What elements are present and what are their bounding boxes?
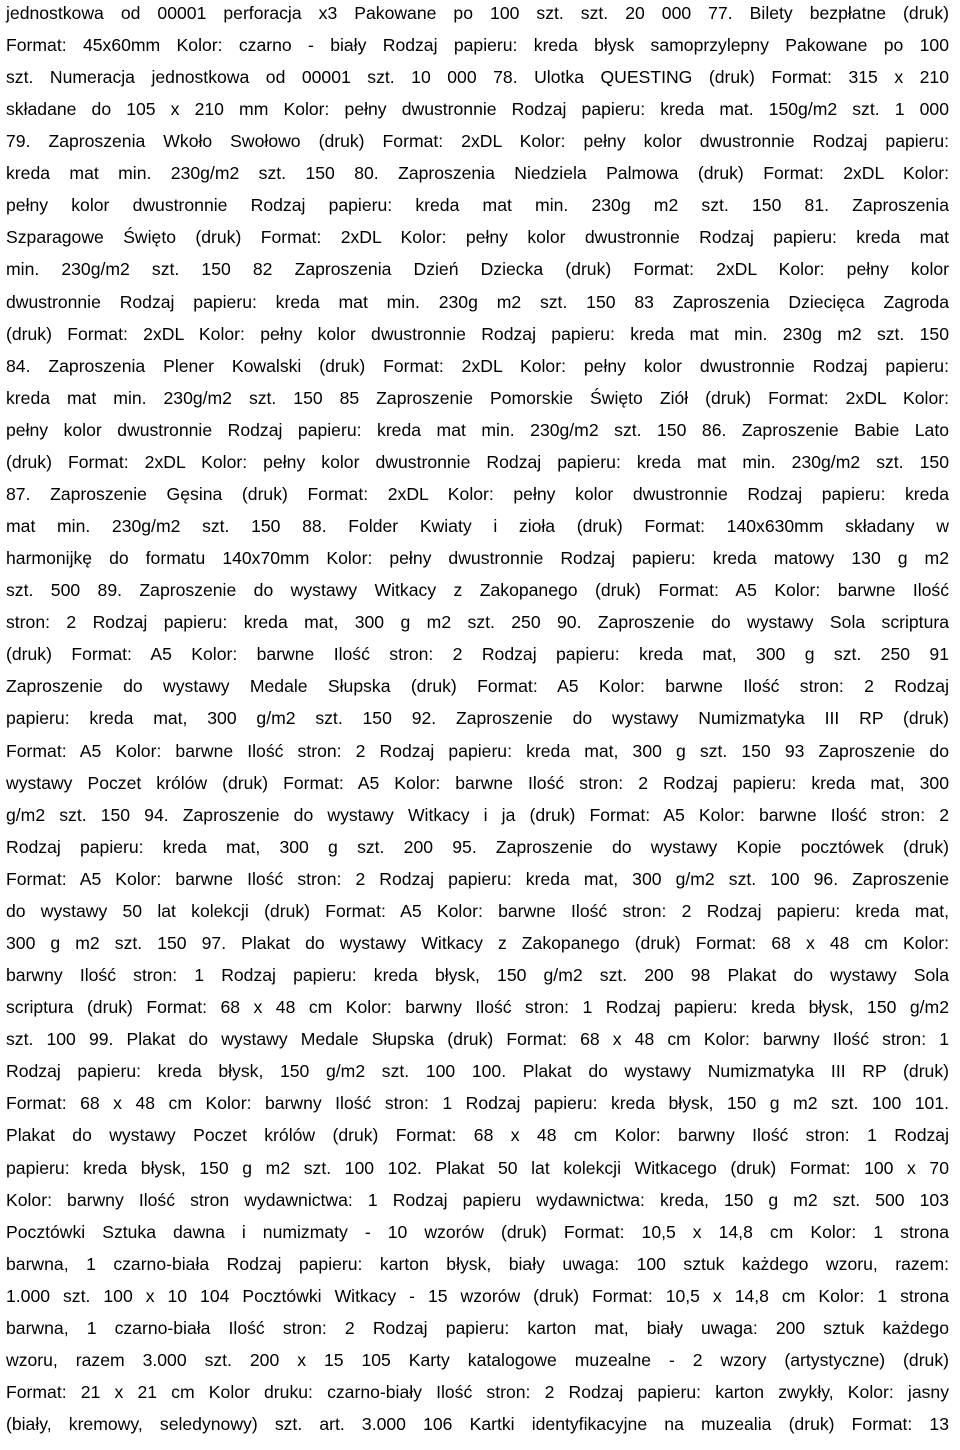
text-line: 1.000 szt. 100 x 10 104 Pocztówki Witkacy - 15 wzorów (druk) Format: 10,5 x 14,8 cm Kolor: 1 strona [6, 1286, 949, 1306]
text-line: Format: 45x60mm Kolor: czarno - biały Rodzaj papieru: kreda błysk samoprzylepny Pakowane po 100 [6, 35, 949, 55]
text-line: (biały, kremowy, seledynowy) szt. art. 3.000 106 Kartki identyfikacyjne na muzealia (druk) Format: 13 [6, 1414, 949, 1434]
text-line: Kolor: barwny Ilość stron wydawnictwa: 1 Rodzaj papieru wydawnictwa: kreda, 150 g m2 szt. 500 103 [6, 1190, 949, 1210]
text-line: barwna, 1 czarno-biała Ilość stron: 2 Rodzaj papieru: karton mat, biały uwaga: 200 sztuk każdego [6, 1318, 949, 1338]
text-line: (druk) Format: A5 Kolor: barwne Ilość stron: 2 Rodzaj papieru: kreda mat, 300 g szt. 250 91 [6, 644, 949, 664]
text-line: barwna, 1 czarno-biała Rodzaj papieru: karton błysk, biały uwaga: 100 sztuk każdego wzoru, razem: [6, 1254, 949, 1274]
text-line: pełny kolor dwustronnie Rodzaj papieru: kreda mat min. 230g m2 szt. 150 81. Zaproszenia [6, 195, 949, 215]
text-line: stron: 2 Rodzaj papieru: kreda mat, 300 g m2 szt. 250 90. Zaproszenie do wystawy Sola scriptura [6, 612, 949, 632]
text-line: harmonijkę do formatu 140x70mm Kolor: pełny dwustronnie Rodzaj papieru: kreda matowy 130 g m2 [6, 548, 949, 568]
text-line: scriptura (druk) Format: 68 x 48 cm Kolor: barwny Ilość stron: 1 Rodzaj papieru: kreda błysk, 150 g/m2 [6, 997, 949, 1017]
text-line: papieru: kreda mat, 300 g/m2 szt. 150 92. Zaproszenie do wystawy Numizmatyka III RP (druk) [6, 708, 949, 728]
text-line: jednostkowa od 00001 perforacja x3 Pakowane po 100 szt. szt. 20 000 77. Bilety bezpłatne (druk) [6, 3, 949, 23]
text-line: Plakat do wystawy Poczet królów (druk) Format: 68 x 48 cm Kolor: barwny Ilość stron: 1 Rodzaj [6, 1125, 949, 1145]
text-line: szt. 100 99. Plakat do wystawy Medale Słupska (druk) Format: 68 x 48 cm Kolor: barwny Ilość stron: 1 [6, 1029, 949, 1049]
text-line: Format: 68 x 48 cm Kolor: barwny Ilość stron: 1 Rodzaj papieru: kreda błysk, 150 g m2 szt. 100 101. [6, 1093, 949, 1113]
text-line: Rodzaj papieru: kreda błysk, 150 g/m2 szt. 100 100. Plakat do wystawy Numizmatyka III RP (druk) [6, 1061, 949, 1081]
text-line: Format: 21 x 21 cm Kolor druku: czarno-biały Ilość stron: 2 Rodzaj papieru: karton zwykły, Kolor: jasny [6, 1382, 949, 1402]
text-line: 87. Zaproszenie Gęsina (druk) Format: 2xDL Kolor: pełny kolor dwustronnie Rodzaj papieru: kreda [6, 484, 949, 504]
text-line: 79. Zaproszenia Wkoło Swołowo (druk) Format: 2xDL Kolor: pełny kolor dwustronnie Rodzaj papieru: [6, 131, 949, 151]
text-line: min. 230g/m2 szt. 150 82 Zaproszenia Dzień Dziecka (druk) Format: 2xDL Kolor: pełny kolor [6, 259, 949, 279]
text-line: składane do 105 x 210 mm Kolor: pełny dwustronnie Rodzaj papieru: kreda mat. 150g/m2 szt. 1 000 [6, 99, 949, 119]
text-line: 84. Zaproszenia Plener Kowalski (druk) Format: 2xDL Kolor: pełny kolor dwustronnie Rodzaj papieru: [6, 356, 949, 376]
text-line: Zaproszenie do wystawy Medale Słupska (druk) Format: A5 Kolor: barwne Ilość stron: 2 Rodzaj [6, 676, 949, 696]
text-line: mat min. 230g/m2 szt. 150 88. Folder Kwiaty i zioła (druk) Format: 140x630mm składany w [6, 516, 949, 536]
text-line: szt. 500 89. Zaproszenie do wystawy Witkacy z Zakopanego (druk) Format: A5 Kolor: barwne Ilość [6, 580, 949, 600]
text-line: Format: A5 Kolor: barwne Ilość stron: 2 Rodzaj papieru: kreda mat, 300 g szt. 150 93 Zaproszenie do [6, 741, 949, 761]
text-line: Szparagowe Święto (druk) Format: 2xDL Kolor: pełny kolor dwustronnie Rodzaj papieru: kreda mat [6, 227, 949, 247]
text-line: Pocztówki Sztuka dawna i numizmaty - 10 wzorów (druk) Format: 10,5 x 14,8 cm Kolor: 1 strona [6, 1222, 949, 1242]
text-line: do wystawy 50 lat kolekcji (druk) Format: A5 Kolor: barwne Ilość stron: 2 Rodzaj papieru: kreda mat, [6, 901, 949, 921]
text-line: pełny kolor dwustronnie Rodzaj papieru: kreda mat min. 230g/m2 szt. 150 86. Zaproszenie Babie Lato [6, 420, 949, 440]
text-line: (druk) Format: 2xDL Kolor: pełny kolor dwustronnie Rodzaj papieru: kreda mat min. 230g/m2 szt. 150 [6, 452, 949, 472]
text-line: (druk) Format: 2xDL Kolor: pełny kolor dwustronnie Rodzaj papieru: kreda mat min. 230g m2 szt. 150 [6, 324, 949, 344]
text-line: wzoru, razem 3.000 szt. 200 x 15 105 Karty katalogowe muzealne - 2 wzory (artystyczne) (druk) [6, 1350, 949, 1370]
text-line: 300 g m2 szt. 150 97. Plakat do wystawy Witkacy z Zakopanego (druk) Format: 68 x 48 cm Kolor: [6, 933, 949, 953]
text-line: Format: A5 Kolor: barwne Ilość stron: 2 Rodzaj papieru: kreda mat, 300 g/m2 szt. 100 96. Zaproszenie [6, 869, 949, 889]
text-line: wystawy Poczet królów (druk) Format: A5 Kolor: barwne Ilość stron: 2 Rodzaj papieru: kreda mat, 300 [6, 773, 949, 793]
text-line: papieru: kreda błysk, 150 g m2 szt. 100 102. Plakat 50 lat kolekcji Witkacego (druk) Format: 100 x 70 [6, 1158, 949, 1178]
text-line: kreda mat min. 230g/m2 szt. 150 85 Zaproszenie Pomorskie Święto Ziół (druk) Format: 2xDL Kolor: [6, 388, 949, 408]
text-line: barwny Ilość stron: 1 Rodzaj papieru: kreda błysk, 150 g/m2 szt. 200 98 Plakat do wystawy Sola [6, 965, 949, 985]
text-line: dwustronnie Rodzaj papieru: kreda mat min. 230g m2 szt. 150 83 Zaproszenia Dziecięca Zagroda [6, 292, 949, 312]
text-line: g/m2 szt. 150 94. Zaproszenie do wystawy Witkacy i ja (druk) Format: A5 Kolor: barwne Ilość stron: 2 [6, 805, 949, 825]
text-line: szt. Numeracja jednostkowa od 00001 szt. 10 000 78. Ulotka QUESTING (druk) Format: 315 x 210 [6, 67, 949, 87]
text-line: Rodzaj papieru: kreda mat, 300 g szt. 200 95. Zaproszenie do wystawy Kopie pocztówek (druk) [6, 837, 949, 857]
text-line: kreda mat min. 230g/m2 szt. 150 80. Zaproszenia Niedziela Palmowa (druk) Format: 2xDL Kolor: [6, 163, 949, 183]
